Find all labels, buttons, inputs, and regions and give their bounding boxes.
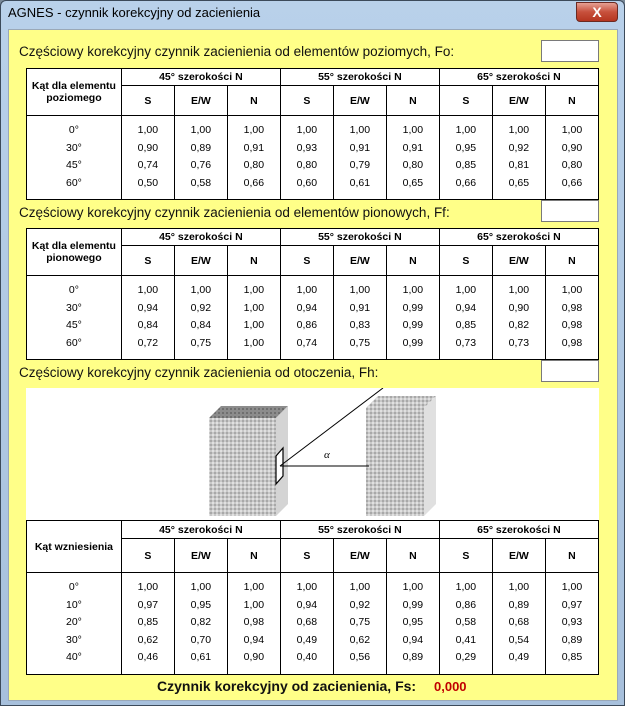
subcol-header: S [280, 539, 333, 573]
window-title: AGNES - czynnik korekcyjny od zacienienia [8, 5, 261, 20]
factor-value: 1,00 [296, 581, 318, 593]
fo-table [26, 68, 599, 200]
factor-value: 1,00 [243, 284, 265, 296]
factor-value: 0,97 [137, 598, 159, 611]
value-column [439, 276, 492, 360]
factor-value: 0,83 [349, 319, 371, 331]
factor-value: 0,79 [349, 159, 371, 171]
factor-value: 1,00 [455, 581, 477, 593]
subcol-header: E/W [492, 246, 545, 276]
factor-value: 1,00 [508, 124, 530, 136]
angle-cell [27, 116, 122, 200]
group-header: 45° szerokości N [121, 521, 280, 539]
subcol-header: S [439, 539, 492, 573]
factor-value: 0,54 [508, 633, 530, 646]
factor-value: 0,84 [190, 319, 212, 331]
factor-value: 0,86 [455, 598, 477, 611]
factor-value: 1,00 [349, 124, 371, 136]
value-column [386, 116, 439, 200]
angle-value: 0° [68, 284, 79, 296]
angle-value: 30° [65, 301, 82, 314]
factor-value: 1,00 [561, 124, 583, 136]
value-column [174, 116, 227, 200]
value-column [174, 276, 227, 360]
value-column [545, 116, 598, 200]
factor-value: 0,62 [137, 633, 159, 646]
subcol-header: N [386, 539, 439, 573]
factor-value: 0,94 [243, 633, 265, 646]
factor-value: 1,00 [455, 124, 477, 136]
factor-value: 0,85 [137, 616, 159, 628]
factor-value: 0,94 [455, 301, 477, 314]
section-label-fo: Częściowy korekcyjny czynnik zacienienia od elementów poziomych, Fo: [19, 44, 455, 59]
factor-value: 0,93 [296, 141, 318, 154]
factor-value: 0,60 [296, 176, 318, 189]
angle-value: 60° [65, 336, 82, 349]
factor-value: 0,65 [402, 176, 424, 189]
factor-value: 0,94 [402, 633, 424, 646]
fo-input[interactable] [541, 40, 599, 62]
factor-value: 0,70 [190, 633, 212, 646]
factor-value: 0,41 [455, 633, 477, 646]
factor-value: 1,00 [296, 124, 318, 136]
angle-value: 20° [65, 616, 82, 628]
row-header: Kąt dla elementu poziomego [27, 69, 122, 116]
group-header: 55° szerokości N [280, 69, 439, 86]
subcol-header: S [121, 86, 174, 116]
value-column [492, 116, 545, 200]
factor-value: 0,49 [508, 651, 530, 663]
factor-value: 0,98 [243, 616, 265, 628]
factor-value: 0,56 [349, 651, 371, 663]
factor-value: 0,74 [296, 336, 318, 349]
factor-value: 0,93 [561, 616, 583, 628]
result-label: Czynnik korekcyjny od zacienienia, Fs: [157, 678, 417, 694]
factor-value: 0,99 [402, 301, 424, 314]
value-column [333, 116, 386, 200]
subcol-header: E/W [333, 86, 386, 116]
factor-value: 0,46 [137, 651, 159, 663]
group-header: 45° szerokości N [121, 229, 280, 246]
factor-value: 0,80 [243, 159, 265, 171]
factor-value: 0,61 [190, 651, 212, 663]
group-header: 65° szerokości N [439, 521, 598, 539]
row-header: Kąt dla elementu pionowego [27, 229, 122, 276]
factor-value: 0,73 [455, 336, 477, 349]
factor-value: 0,97 [561, 598, 583, 611]
result-value: 0,000 [434, 679, 467, 694]
factor-value: 0,82 [508, 319, 530, 331]
client-area [8, 29, 618, 701]
factor-value: 0,92 [508, 141, 530, 154]
factor-value: 0,91 [349, 141, 371, 154]
value-column [227, 276, 280, 360]
title-bar[interactable] [1, 1, 624, 25]
factor-value: 0,68 [508, 616, 530, 628]
factor-value: 1,00 [455, 284, 477, 296]
subcol-header: E/W [174, 539, 227, 573]
close-icon: X [592, 4, 602, 20]
subcol-header: N [545, 246, 598, 276]
angle-cell [27, 573, 122, 675]
factor-value: 0,73 [508, 336, 530, 349]
factor-value: 0,89 [508, 598, 530, 611]
factor-value: 0,95 [190, 598, 212, 611]
factor-value: 1,00 [137, 284, 159, 296]
subcol-header: E/W [174, 246, 227, 276]
factor-value: 0,98 [561, 319, 583, 331]
factor-value: 0,86 [296, 319, 318, 331]
factor-value: 1,00 [243, 319, 265, 331]
factor-value: 1,00 [137, 581, 159, 593]
factor-value: 0,99 [402, 319, 424, 331]
value-column [492, 573, 545, 675]
subcol-header: N [227, 539, 280, 573]
factor-value: 0,80 [296, 159, 318, 171]
value-column [492, 276, 545, 360]
group-header: 65° szerokości N [439, 69, 598, 86]
subcol-header: S [439, 86, 492, 116]
factor-value: 0,80 [402, 159, 424, 171]
factor-value: 0,91 [243, 141, 265, 154]
subcol-header: S [121, 246, 174, 276]
factor-value: 0,94 [137, 301, 159, 314]
factor-value: 1,00 [561, 581, 583, 593]
factor-value: 0,90 [508, 301, 530, 314]
factor-value: 0,99 [402, 336, 424, 349]
value-column [439, 116, 492, 200]
angle-value: 10° [65, 598, 82, 611]
factor-value: 0,91 [402, 141, 424, 154]
angle-cell [27, 276, 122, 360]
factor-value: 1,00 [190, 284, 212, 296]
factor-value: 0,99 [402, 598, 424, 611]
value-column [280, 116, 333, 200]
angle-value: 45° [65, 319, 82, 331]
factor-value: 0,90 [137, 141, 159, 154]
factor-value: 0,84 [137, 319, 159, 331]
factor-value: 1,00 [243, 581, 265, 593]
ff-input[interactable] [541, 200, 599, 222]
value-column [280, 573, 333, 675]
close-button[interactable] [576, 2, 618, 22]
factor-value: 0,92 [349, 598, 371, 611]
factor-value: 1,00 [402, 581, 424, 593]
factor-value: 0,75 [349, 616, 371, 628]
factor-value: 0,40 [296, 651, 318, 663]
value-column [545, 573, 598, 675]
factor-value: 0,90 [243, 651, 265, 663]
factor-value: 0,75 [190, 336, 212, 349]
right-building [366, 396, 436, 516]
factor-value: 0,50 [137, 176, 159, 189]
angle-value: 30° [65, 141, 82, 154]
factor-value: 1,00 [561, 284, 583, 296]
factor-value: 0,76 [190, 159, 212, 171]
fh-input[interactable] [541, 360, 599, 382]
subcol-header: N [386, 86, 439, 116]
subcol-header: N [386, 246, 439, 276]
subcol-header: S [280, 246, 333, 276]
factor-value: 0,98 [561, 301, 583, 314]
value-column [227, 573, 280, 675]
factor-value: 0,94 [296, 301, 318, 314]
factor-value: 1,00 [508, 284, 530, 296]
value-column [333, 276, 386, 360]
factor-value: 0,81 [508, 159, 530, 171]
angle-value: 40° [65, 651, 82, 663]
left-building [209, 406, 288, 516]
subcol-header: E/W [492, 86, 545, 116]
subcol-header: N [227, 86, 280, 116]
factor-value: 0,90 [561, 141, 583, 154]
factor-value: 0,85 [561, 651, 583, 663]
factor-value: 0,95 [402, 616, 424, 628]
subcol-header: N [545, 86, 598, 116]
section-label-ff: Częściowy korekcyjny czynnik zacienienia od elementów pionowych, Ff: [19, 205, 450, 220]
subcol-header: E/W [492, 539, 545, 573]
factor-value: 0,98 [561, 336, 583, 349]
value-column [386, 276, 439, 360]
value-column [174, 573, 227, 675]
factor-value: 1,00 [243, 124, 265, 136]
section-label-fh: Częściowy korekcyjny czynnik zacienienia od otoczenia, Fh: [19, 365, 379, 380]
value-column [121, 116, 174, 200]
factor-value: 0,91 [349, 301, 371, 314]
factor-value: 1,00 [190, 581, 212, 593]
angle-value: 0° [68, 124, 79, 136]
row-header: Kąt wzniesienia [27, 521, 122, 573]
factor-value: 0,66 [243, 176, 265, 189]
group-header: 45° szerokości N [121, 69, 280, 86]
value-column [545, 276, 598, 360]
factor-value: 0,58 [455, 616, 477, 628]
factor-value: 1,00 [349, 284, 371, 296]
fh-table [26, 520, 599, 675]
value-column [386, 573, 439, 675]
factor-value: 1,00 [243, 336, 265, 349]
factor-value: 0,65 [508, 176, 530, 189]
factor-value: 0,61 [349, 176, 371, 189]
value-column [333, 573, 386, 675]
factor-value: 0,72 [137, 336, 159, 349]
factor-value: 0,75 [349, 336, 371, 349]
subcol-header: S [280, 86, 333, 116]
factor-value: 1,00 [296, 284, 318, 296]
factor-value: 0,68 [296, 616, 318, 628]
value-column [280, 276, 333, 360]
factor-value: 0,82 [190, 616, 212, 628]
angle-value: 30° [65, 633, 82, 646]
factor-value: 1,00 [402, 124, 424, 136]
group-header: 55° szerokości N [280, 229, 439, 246]
factor-value: 1,00 [402, 284, 424, 296]
factor-value: 0,49 [296, 633, 318, 646]
factor-value: 0,85 [455, 159, 477, 171]
factor-value: 0,66 [455, 176, 477, 189]
factor-value: 0,66 [561, 176, 583, 189]
subcol-header: N [545, 539, 598, 573]
value-column [227, 116, 280, 200]
subcol-header: S [121, 539, 174, 573]
factor-value: 1,00 [349, 581, 371, 593]
subcol-header: N [227, 246, 280, 276]
factor-value: 0,95 [455, 141, 477, 154]
subcol-header: E/W [333, 539, 386, 573]
shading-diagram [26, 388, 599, 523]
factor-value: 1,00 [190, 124, 212, 136]
value-column [121, 276, 174, 360]
factor-value: 0,89 [402, 651, 424, 663]
factor-value: 0,92 [190, 301, 212, 314]
subcol-header: E/W [174, 86, 227, 116]
value-column [439, 573, 492, 675]
factor-value: 0,85 [455, 319, 477, 331]
angle-value: 60° [65, 176, 82, 189]
factor-value: 0,80 [561, 159, 583, 171]
factor-value: 0,94 [296, 598, 318, 611]
subcol-header: E/W [333, 246, 386, 276]
ff-table [26, 228, 599, 360]
factor-value: 1,00 [243, 301, 265, 314]
factor-value: 0,74 [137, 159, 159, 171]
angle-value: 45° [65, 159, 82, 171]
value-column [121, 573, 174, 675]
angle-symbol: α [324, 449, 330, 461]
group-header: 65° szerokości N [439, 229, 598, 246]
factor-value: 0,89 [561, 633, 583, 646]
factor-value: 1,00 [137, 124, 159, 136]
factor-value: 1,00 [508, 581, 530, 593]
factor-value: 0,58 [190, 176, 212, 189]
group-header: 55° szerokości N [280, 521, 439, 539]
factor-value: 1,00 [243, 598, 265, 611]
factor-value: 0,62 [349, 633, 371, 646]
factor-value: 0,89 [190, 141, 212, 154]
subcol-header: S [439, 246, 492, 276]
factor-value: 0,29 [455, 651, 477, 663]
angle-value: 0° [68, 581, 79, 593]
